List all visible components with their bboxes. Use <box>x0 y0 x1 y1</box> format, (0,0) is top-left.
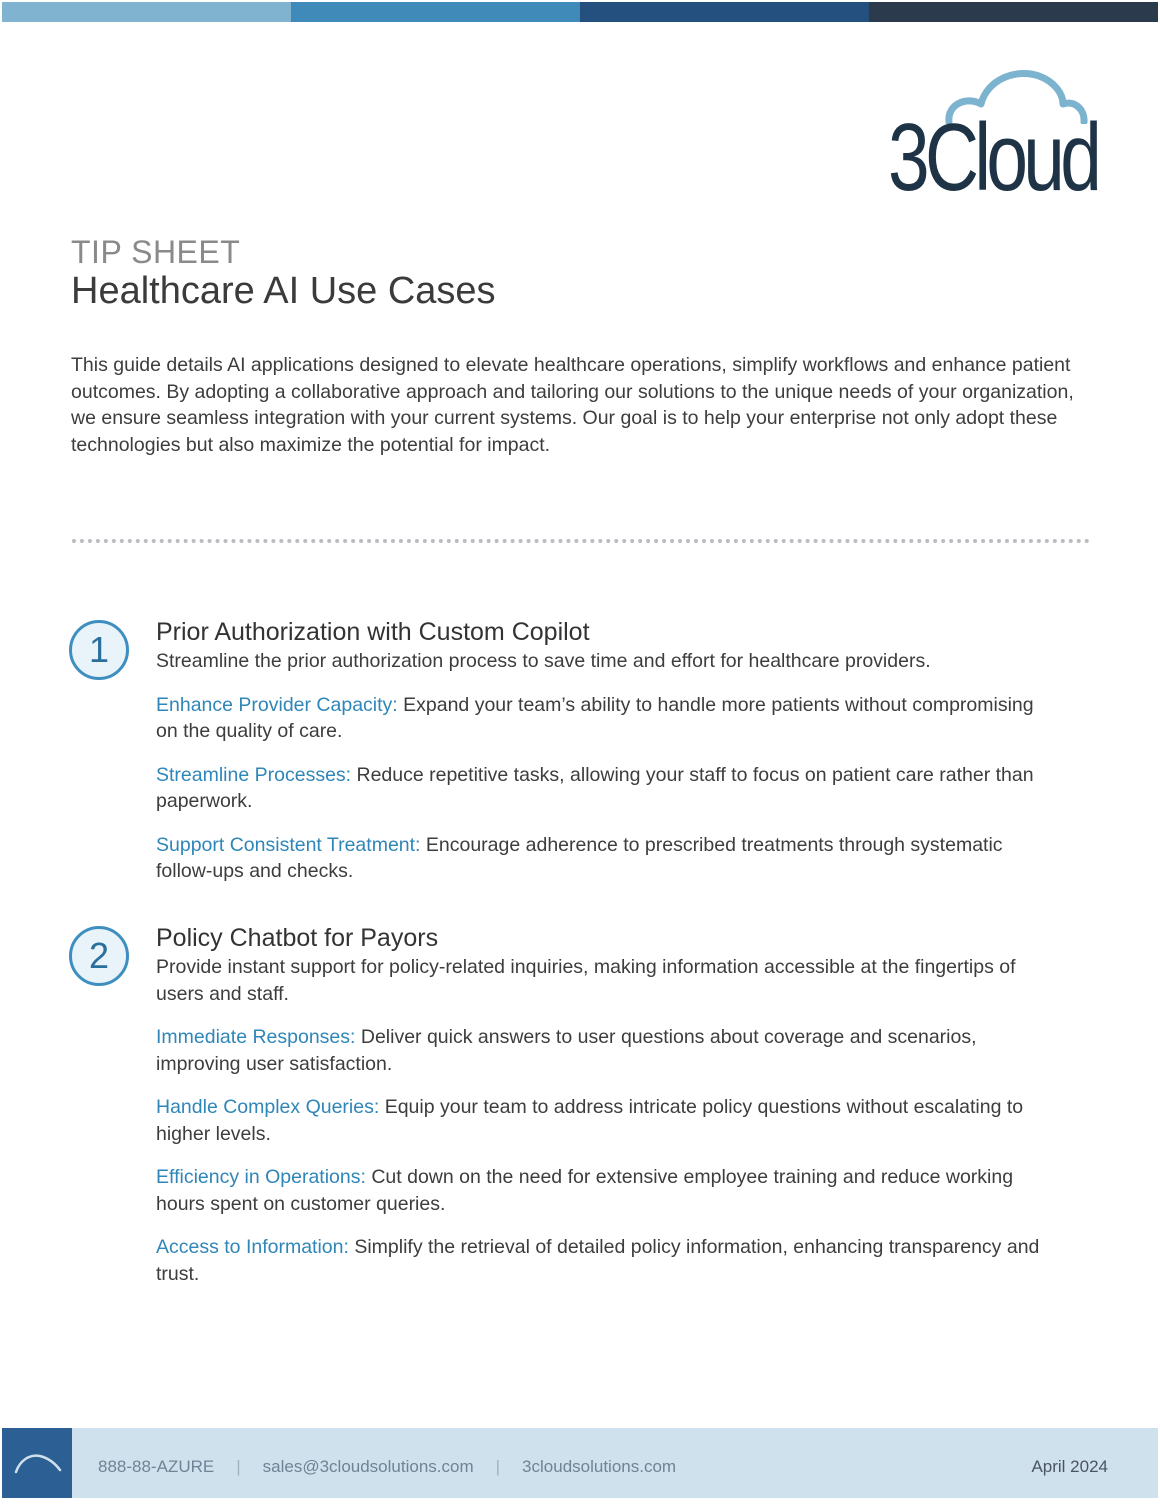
page-footer <box>2 1428 1158 1498</box>
benefit-term: Enhance Provider Capacity: <box>156 693 398 716</box>
footer-email-link[interactable]: sales@3cloudsolutions.com <box>262 1457 474 1476</box>
top-bar-segment-3 <box>580 2 869 22</box>
section-description: Streamline the prior authorization process to save time and effort for healthcare providers. <box>156 650 931 672</box>
benefit-item <box>156 1164 1056 1217</box>
footer-separator: | <box>495 1457 501 1476</box>
top-color-bar <box>2 2 1158 22</box>
benefit-term: Immediate Responses: <box>156 1026 356 1048</box>
benefit-term: Access to Information: <box>156 1236 349 1258</box>
brand-logo <box>888 66 1098 216</box>
document-eyebrow: TIP SHEET <box>71 234 241 270</box>
top-bar-segment-2 <box>291 2 580 22</box>
benefit-text: Deliver quick answers to user questions about coverage and scenarios, improving user satisfaction. <box>156 1026 977 1075</box>
section-number-badge: 2 <box>69 926 129 986</box>
footer-date: April 2024 <box>1031 1457 1108 1476</box>
benefit-text: Equip your team to address intricate policy questions without escalating to higher levels. <box>156 1096 1024 1145</box>
benefit-text: Simplify the retrieval of detailed policy information, enhancing transparency and trust. <box>156 1236 1040 1285</box>
benefit-term: Efficiency in Operations: <box>156 1166 366 1188</box>
top-bar-segment-1 <box>2 2 291 22</box>
benefit-term: Handle Complex Queries: <box>156 1096 380 1118</box>
intro-paragraph: This guide details AI applications designed to elevate healthcare operations, simplify workflows and enhance patient outcomes. By adopting a collaborative approach and tailoring our solutions to the unique needs of your organization, we ensure seamless integration with your current systems. Our goal is to help your enterprise not only adopt these technologies but also maximize the potential for impact. <box>71 354 1074 456</box>
section-body <box>156 922 1056 1287</box>
section-title: Policy Chatbot for Payors <box>156 924 439 952</box>
cloud-arc-icon <box>14 1450 62 1474</box>
benefit-item <box>156 692 1056 745</box>
document-title: Healthcare AI Use Cases <box>71 270 496 312</box>
benefit-item <box>156 1234 1056 1287</box>
section-number-badge: 1 <box>69 620 129 680</box>
benefit-item <box>156 1024 1056 1077</box>
brand-wordmark: 3Cloud <box>888 104 1098 211</box>
benefit-term: Support Consistent Treatment: <box>156 833 421 856</box>
benefit-text: Expand your team’s ability to handle more patients without compromising on the quality of care. <box>156 693 1034 742</box>
benefit-text: Reduce repetitive tasks, allowing your staff to focus on patient care rather than paperwork. <box>156 763 1034 812</box>
benefit-text: Cut down on the need for extensive employee training and reduce working hours spent on customer queries. <box>156 1166 1014 1215</box>
benefit-item <box>156 762 1056 815</box>
benefit-item <box>156 1094 1056 1147</box>
benefit-text: Encourage adherence to prescribed treatments through systematic follow-ups and checks. <box>156 833 1003 882</box>
footer-contact <box>98 1457 676 1477</box>
footer-logo-block <box>2 1428 72 1498</box>
section-description: Provide instant support for policy-related inquiries, making information accessible at the fingertips of users and staff. <box>156 956 1016 1005</box>
footer-website-link[interactable]: 3cloudsolutions.com <box>522 1457 677 1476</box>
footer-phone: 888-88-AZURE <box>98 1457 215 1476</box>
benefit-term: Streamline Processes: <box>156 763 352 786</box>
benefit-item <box>156 832 1056 885</box>
section-title: Prior Authorization with Custom Copilot <box>156 618 590 646</box>
top-bar-segment-4 <box>869 2 1158 22</box>
dotted-divider <box>72 539 1090 543</box>
section-body <box>156 616 1056 885</box>
footer-separator: | <box>236 1457 241 1476</box>
